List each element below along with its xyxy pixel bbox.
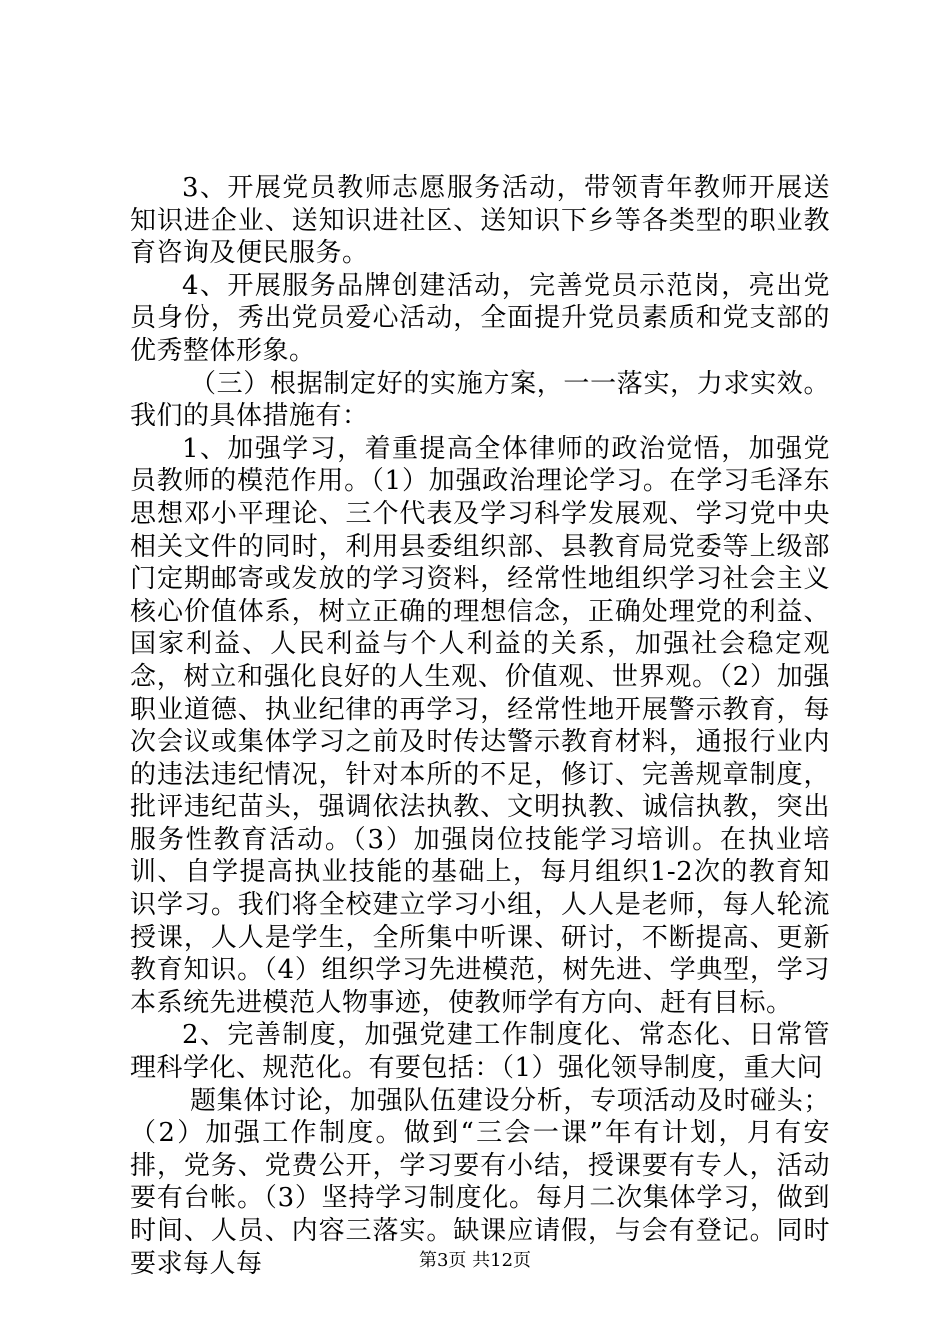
paragraph-strengthen-learning: 1、加强学习，着重提高全体律师的政治觉悟，加强党员教师的模范作用。（1）加强政治理论学习。在学习毛泽东思想邓小平理论、三个代表及学习科学发展观、学习党中央相关文件的同时，利用县委组织部、县教育局党委等上级部门定期邮寄或发放的学习资料，经常性地组织学习社会主义核心价值体系，树立正确的理想信念，正确处理党的利益、国家利益、人民利益与个人利益的关系，加强社会稳定观念，树立和强化良好的人生观、价值观、世界观。（2）加强职业道德、执业纪律的再学习，经常性地开展警示教育，每次会议或集体学习之前及时传达警示教育材料，通报行业内的违法违纪情况，针对本所的不足，修订、完善规章制度，批评违纪苗头，强调依法执教、文明执教、诚信执教，突出服务性教育活动。（3）加强岗位技能学习培训。在执业培训、自学提高执业技能的基础上，每月组织1-2次的教育知识学习。我们将全校建立学习小组，人人是老师，每人轮流授课，人人是学生，全所集中听课、研讨，不断提高、更新教育知识。（4）组织学习先进模范，树先进、学典型，学习本系统先进模范人物事迹，使教师学有方向、赶有目标。 <box>130 433 830 1018</box>
paragraph-collective-discussion: 题集体讨论，加强队伍建设分析，专项活动及时碰头；（2）加强工作制度。做到“三会一课”年有计划，月有安排，党务、党费公开，学习要有小结，授课要有专人，活动要有台帐。（3）坚持学习制度化。每月二次集体学习，做到时间、人员、内容三落实。缺课应请假，与会有登记。同时要求每人每 <box>130 1085 830 1279</box>
page-number-footer: 第3页 共12页 <box>418 1250 532 1271</box>
document-body <box>130 172 830 1280</box>
paragraph-service-brand: 4、开展服务品牌创建活动，完善党员示范岗，亮出党员身份，秀出党员爱心活动，全面提升党员素质和党支部的优秀整体形象。 <box>130 270 830 366</box>
paragraph-volunteer-service: 3、开展党员教师志愿服务活动，带领青年教师开展送知识进企业、送知识进社区、送知识下乡等各类型的职业教育咨询及便民服务。 <box>130 173 830 269</box>
paragraph-implementation-plan: （三）根据制定好的实施方案，一一落实，力求实效。我们的具体措施有： <box>130 368 830 432</box>
paragraph-improve-system: 2、完善制度，加强党建工作制度化、常态化、日常管理科学化、规范化。有要包括：（1）强化领导制度，重大问 <box>130 1020 830 1084</box>
